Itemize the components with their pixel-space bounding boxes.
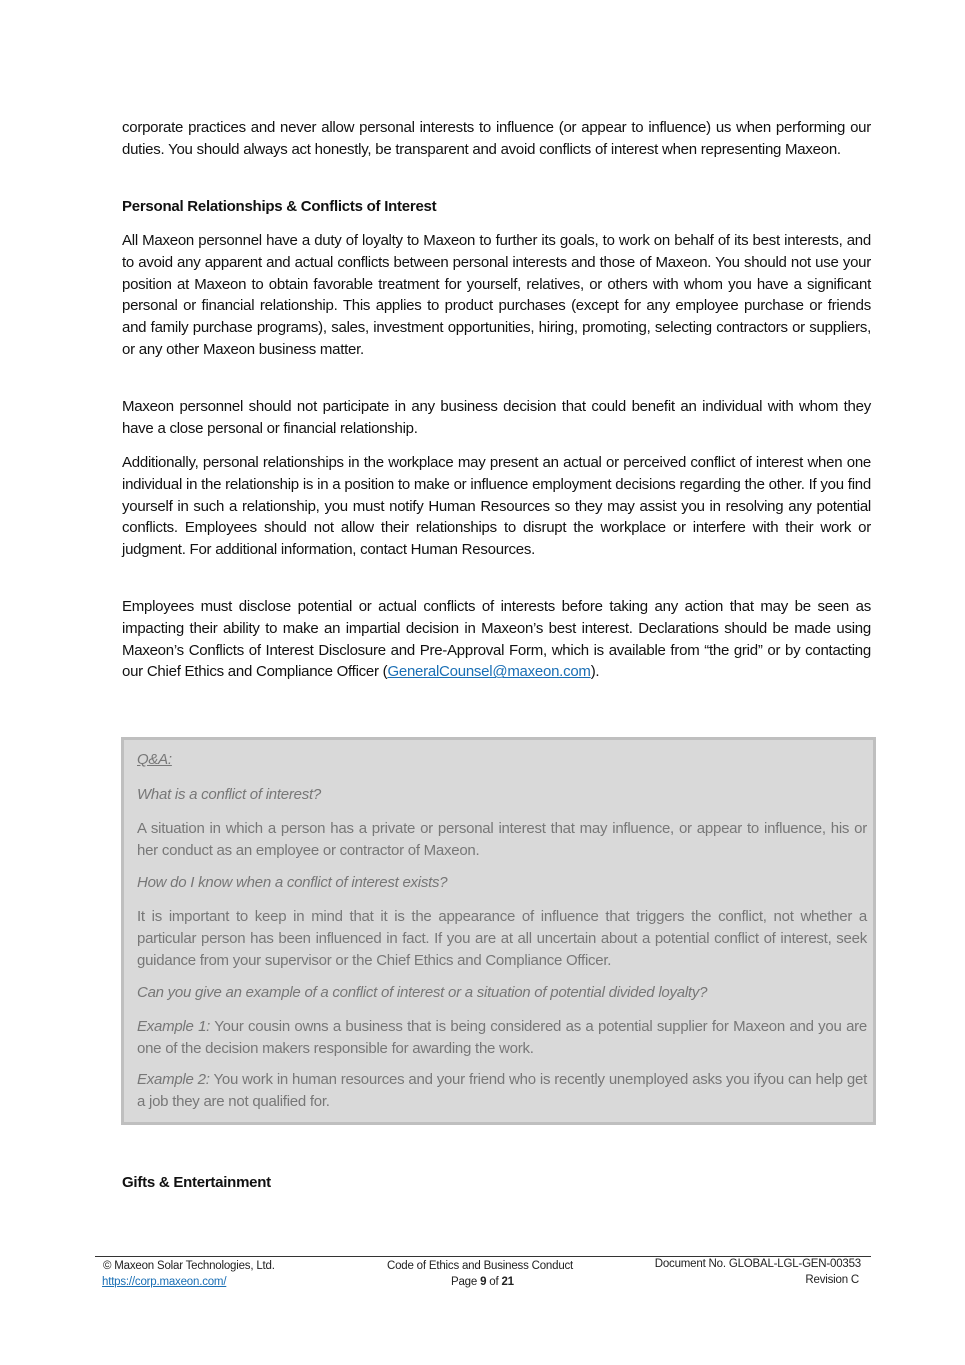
page-footer bbox=[95, 1256, 871, 1288]
paragraph-text: ). bbox=[590, 663, 600, 681]
page-number bbox=[451, 1275, 514, 1290]
qa-example bbox=[137, 1016, 867, 1060]
example-text: You work in human resources and your friend who is recently unemployed asks you ifyou can help get a job they are not qualified for. bbox=[137, 1071, 867, 1110]
qa-example bbox=[137, 1069, 867, 1113]
qa-question: What is a conflict of interest? bbox=[137, 786, 321, 803]
qa-question: Can you give an example of a conflict of interest or a situation of potential divided loyalty? bbox=[137, 984, 708, 1001]
paragraph: Maxeon personnel should not participate in any business decision that could benefit an individual with whom they have a close personal or financial relationship. bbox=[122, 398, 871, 437]
paragraph: corporate practices and never allow personal interests to influence (or appear to influence) us when performing our duties. You should always act honestly, be transparent and avoid conflicts of interest when representing Maxeon. bbox=[122, 119, 871, 158]
document-number: Document No. GLOBAL-LGL-GEN-00353 bbox=[654, 1258, 861, 1270]
page-total: 21 bbox=[501, 1276, 514, 1288]
copyright: © Maxeon Solar Technologies, Ltd. bbox=[103, 1260, 275, 1272]
paragraph bbox=[122, 596, 871, 683]
page-of: of bbox=[486, 1276, 502, 1288]
email-link[interactable]: GeneralCounsel@maxeon.com bbox=[387, 663, 591, 681]
section-heading: Personal Relationships & Conflicts of Interest bbox=[122, 198, 437, 215]
example-text: Your cousin owns a business that is being considered as a potential supplier for Maxeon and you are one of the decision makers responsible for awarding the work. bbox=[137, 1018, 868, 1057]
example-label: Example 1: bbox=[137, 1018, 211, 1035]
example-label: Example 2: bbox=[137, 1071, 210, 1088]
qa-box bbox=[121, 737, 876, 1125]
paragraph: All Maxeon personnel have a duty of loyalty to Maxeon to further its goals, to work on behalf of its best interests, and to avoid any apparent and actual conflicts between personal interests and those of Maxeon. You should not use your position at Maxeon to obtain favorable treatment for yourself, relatives, or others with whom you have a significant personal or financial relationship. This applies to product purchases (except for any employee purchase or friends and family purchase programs), sales, investment opportunities, hiring, promoting, selecting contractors or suppliers, or any other Maxeon business matter. bbox=[122, 232, 871, 358]
paragraph: Additionally, personal relationships in the workplace may present an actual or perceived conflict of interest when one individual in the relationship is in a position to make or influence employment decisions regarding the other. If you find yourself in such a relationship, you must notify Human Resources so they may assist you in resolving any potential conflicts. Employees should not allow their relationships to disrupt the workplace or interfere with their work or judgment. For additional information, contact Human Resources. bbox=[122, 454, 871, 559]
revision: Revision C bbox=[805, 1274, 859, 1286]
qa-answer: It is important to keep in mind that it is the appearance of influence that triggers the conflict, not whether a particular person has been influenced in fact. If you are at all uncertain about a potential conflict of interest, seek guidance from your supervisor or the Chief Ethics and Compliance Officer. bbox=[137, 908, 867, 969]
company-url-link[interactable]: https://corp.maxeon.com/ bbox=[102, 1276, 227, 1288]
qa-title: Q&A: bbox=[137, 751, 172, 768]
page-label: Page bbox=[451, 1276, 481, 1288]
qa-question: How do I know when a conflict of interest exists? bbox=[137, 874, 448, 891]
page-current: 9 bbox=[480, 1276, 487, 1288]
qa-answer: A situation in which a person has a private or personal interest that may influence, or appear to influence, his or her conduct as an employee or contractor of Maxeon. bbox=[137, 820, 867, 859]
paragraph-text: Employees must disclose potential or actual conflicts of interests before taking any action that may be seen as impacting their ability to make an impartial decision in Maxeon’s best interest. Declarations should be made using Maxeon’s Conflicts of Interest Disclosure and Pre-Approval Form, which is available from “the grid” or by contacting our Chief Ethics and Compliance Officer ( bbox=[122, 598, 871, 681]
section-heading: Gifts & Entertainment bbox=[122, 1174, 271, 1191]
document-title: Code of Ethics and Business Conduct bbox=[387, 1260, 574, 1272]
